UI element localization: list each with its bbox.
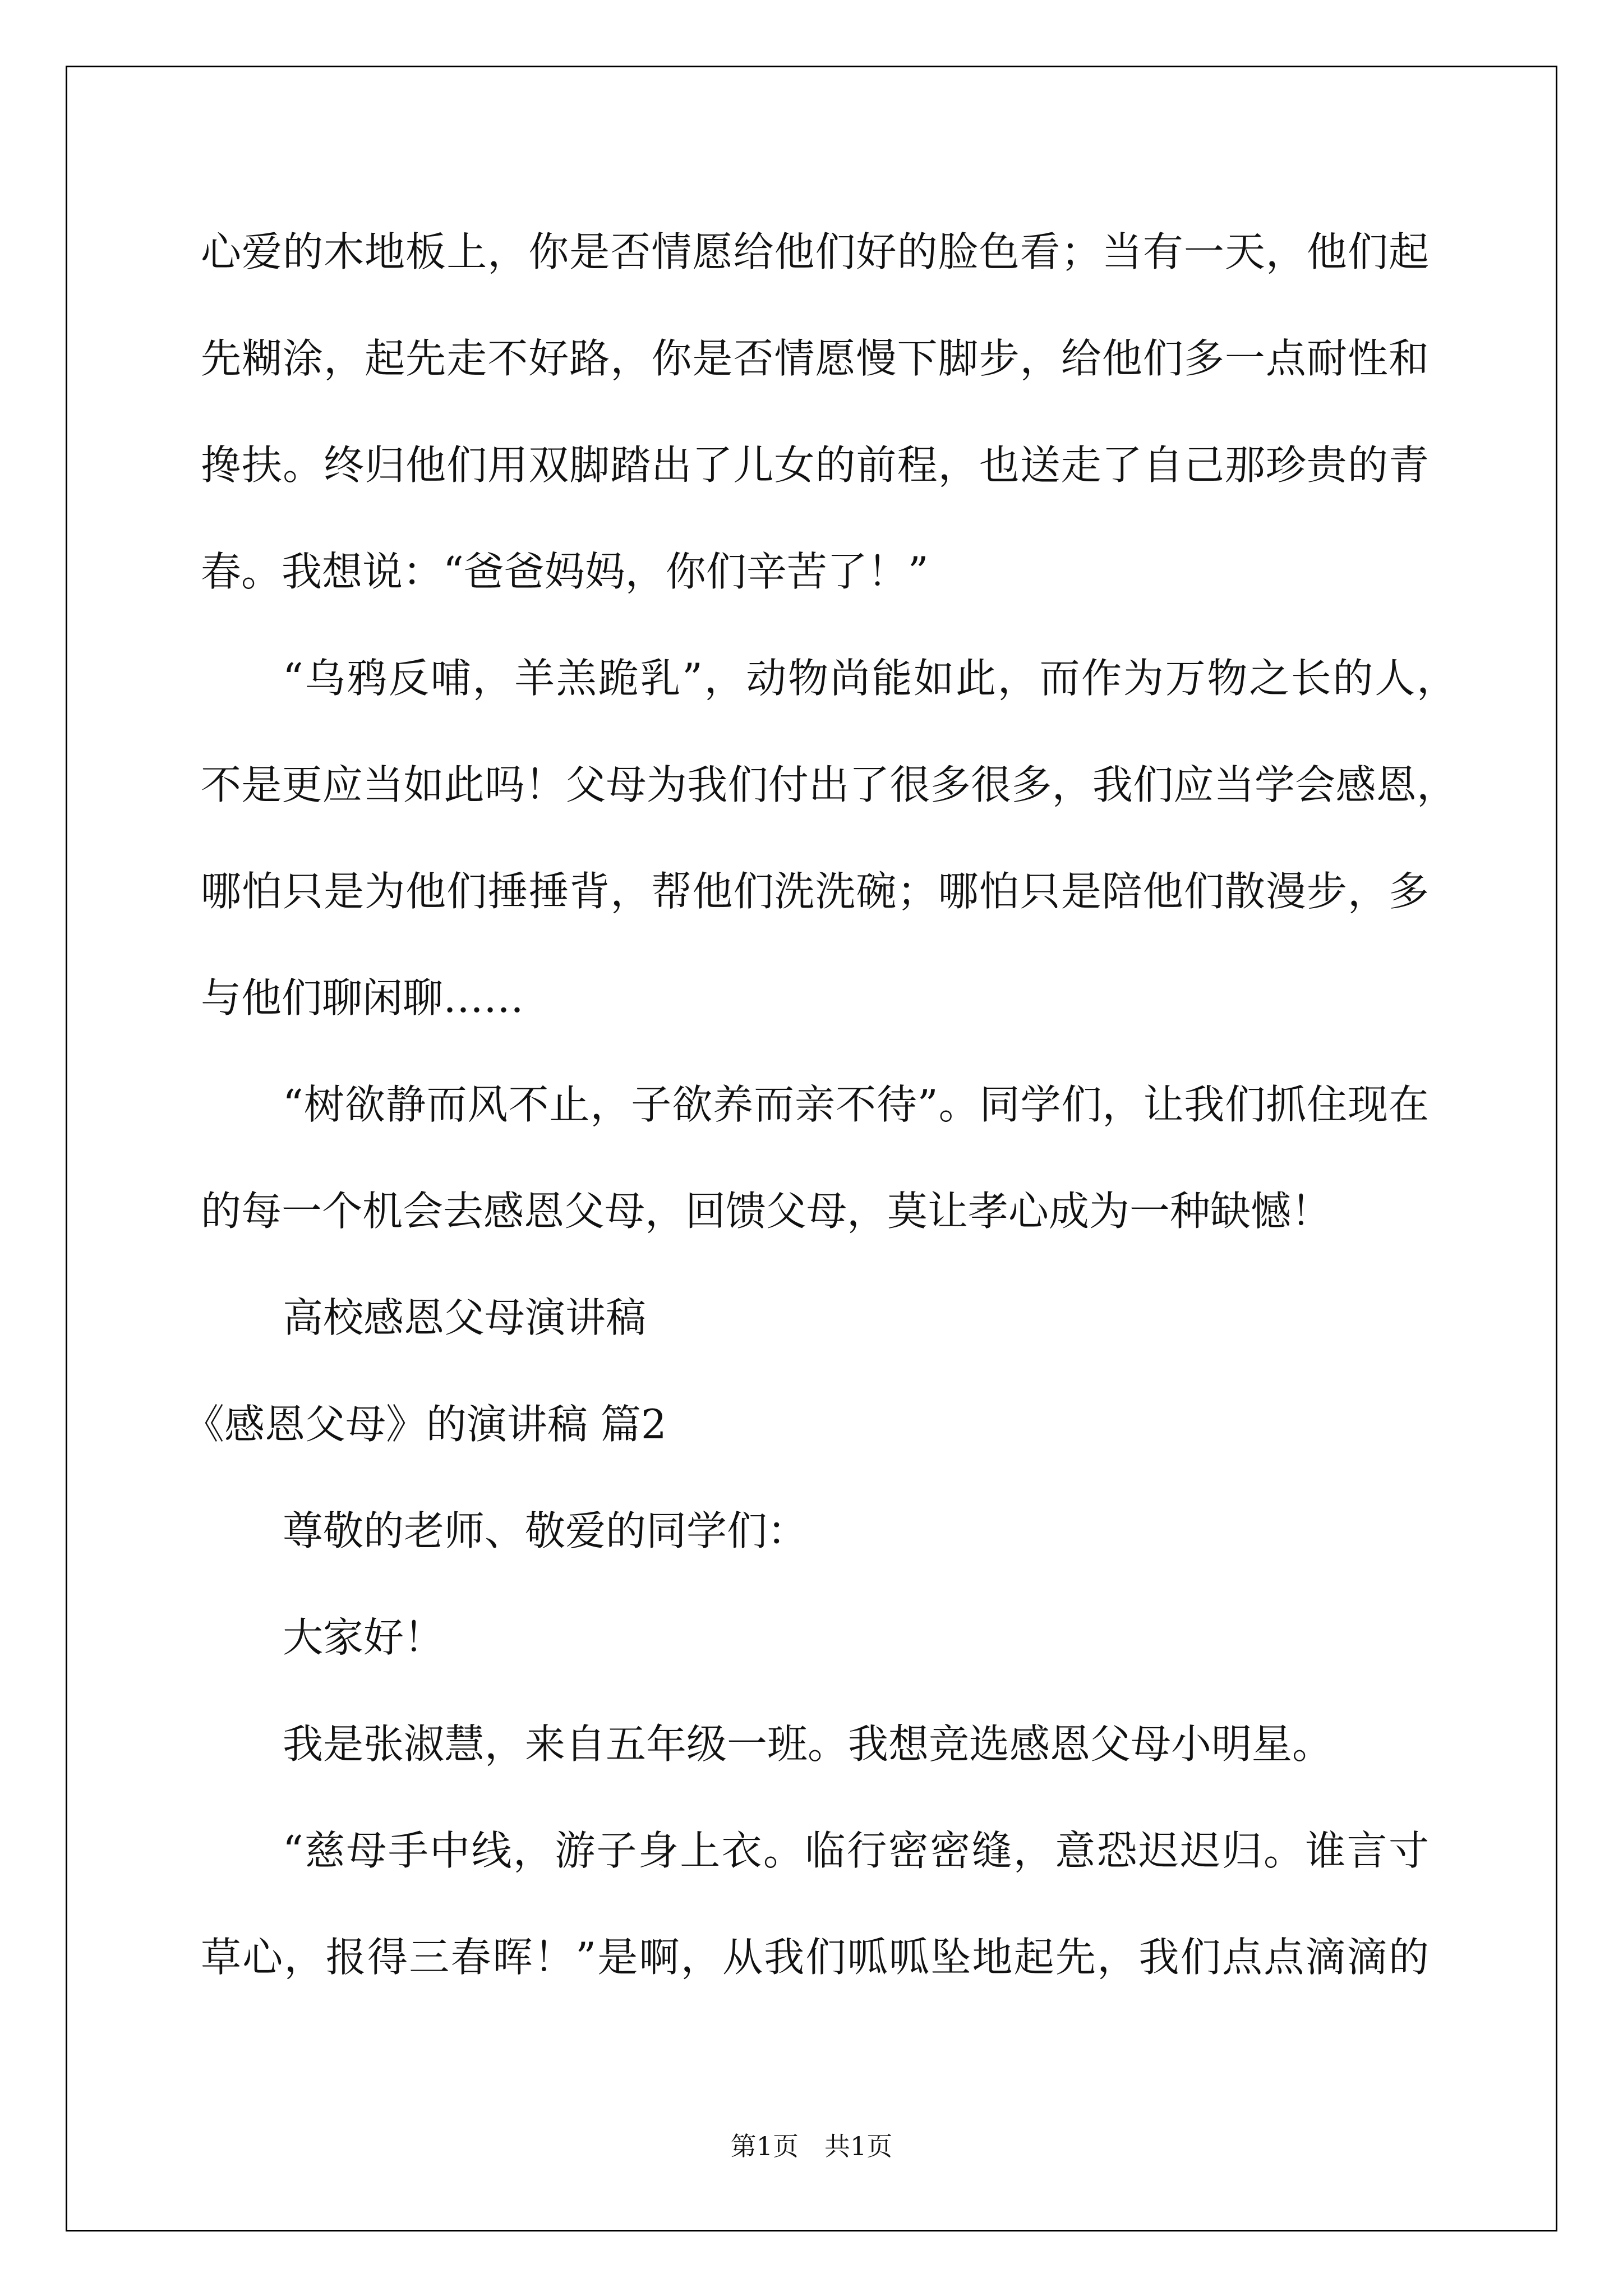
paragraph [201, 1264, 1491, 1371]
text-line: “乌鸦反哺，羊羔跪乳”，动物尚能如此，而作为万物之长的人， [283, 655, 1457, 702]
text-line: 先糊涂，起先走不好路，你是否情愿慢下脚步，给他们多一点耐性和 [201, 335, 1429, 382]
text-line: 哪怕只是为他们捶捶背，帮他们洗洗碗；哪怕只是陪他们散漫步，多 [201, 868, 1429, 915]
page-number-footer: 第1页 共1页 [730, 2131, 893, 2161]
text-line: 心爱的木地板上，你是否情愿给他们好的脸色看；当有一天，他们起 [201, 228, 1429, 275]
document-body [184, 199, 1491, 2010]
text-line: 搀扶。终归他们用双脚踏出了儿女的前程，也送走了自己那珍贵的青 [201, 441, 1429, 489]
greeting-line: 大家好！ [283, 1614, 445, 1661]
paragraph [201, 1478, 1491, 1584]
paragraph [201, 1691, 1491, 1797]
text-line: “树欲静而风不止，子欲养而亲不待”。同学们，让我们抓住现在 [283, 1081, 1429, 1128]
text-line: “慈母手中线，游子身上衣。临行密密缝，意恐迟迟归。谁言寸 [283, 1827, 1429, 1874]
salutation-line: 尊敬的老师、敬爱的同学们： [283, 1507, 808, 1554]
section-heading: 《感恩父母》的演讲稿 篇2 [184, 1401, 667, 1448]
text-line: 草心，报得三春晖！”是啊，从我们呱呱坠地起先，我们点点滴滴的 [201, 1934, 1429, 1981]
text-line: 春。我想说：“爸爸妈妈，你们辛苦了！” [201, 548, 929, 595]
paragraph [201, 1797, 1491, 2010]
text-line: 不是更应当如此吗！父母为我们付出了很多很多，我们应当学会感恩， [201, 761, 1457, 808]
paragraph [201, 1051, 1491, 1264]
paragraph [201, 625, 1491, 1051]
paragraph [201, 1584, 1491, 1691]
text-line: 我是张淑慧，来自五年级一班。我想竞选感恩父母小明星。 [283, 1720, 1333, 1768]
text-line: 与他们聊闲聊…… [201, 974, 524, 1022]
text-line: 高校感恩父母演讲稿 [283, 1294, 647, 1341]
text-line: 的每一个机会去感恩父母，回馈父母，莫让孝心成为一种缺憾！ [201, 1188, 1332, 1235]
paragraph [201, 199, 1491, 625]
